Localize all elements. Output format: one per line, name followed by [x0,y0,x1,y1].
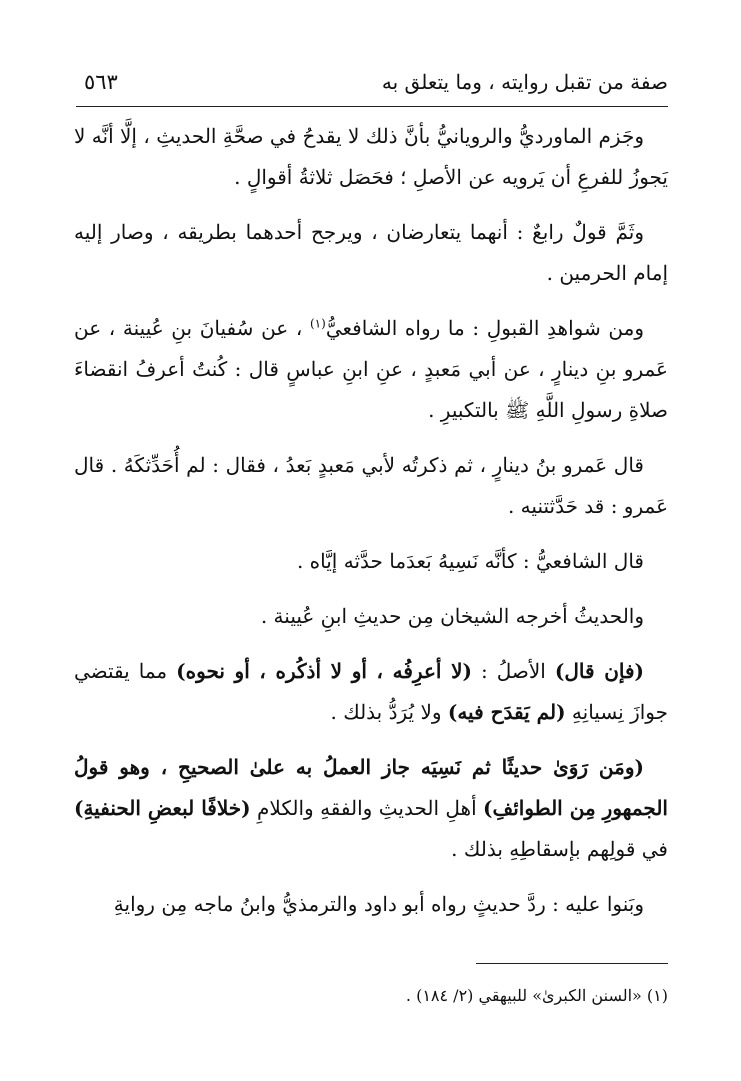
text-segment: قال عَمرو بنُ دينارٍ ، ثم ذكرتُه لأبي مَعبدٍ بَعدُ ، فقال : لم أُحَدِّثكَهُ . قال عَمرو : قد حَدَّثتنيه . [74,453,668,518]
main-text [74,116,668,939]
bold-text: (ومَن رَوَىٰ حديثًا ثم نَسِيَه جاز العملُ به علىٰ الصحيحِ ، وهو قولُ الجمهورِ مِن الطوائفِ) [74,755,668,820]
text-segment: وثَمَّ قولٌ رابعٌ : أنهما يتعارضان ، ويرجح أحدهما بطريقه ، وصار إليه إمام الحرمين . [74,220,668,285]
footnote-rule [476,963,668,964]
text-segment: مما يقتضي جوازَ نِسيانِهِ [74,659,668,724]
paragraph [74,651,668,733]
bold-text: (فإن قال) [554,659,644,683]
running-title: صفة من تقبل روايته ، وما يتعلق به [381,70,668,94]
paragraph [74,541,668,582]
text-segment: ولا يُرَدُّ بذلك . [330,700,448,724]
page-header [76,62,668,102]
paragraph [74,308,668,431]
text-segment: وجَزم الماورديُّ والرويانيُّ بأنَّ ذلك لا يقدحُ في صحَّةِ الحديثِ ، إلَّا أنَّه لا يَجوزُ للفرعِ أن يَرويه عن الأصلِ ؛ فحَصَل ثلاثةُ أقوالٍ . [74,124,668,189]
text-segment: الأصلُ : [471,659,555,683]
paragraph [74,596,668,637]
paragraph [74,884,668,925]
paragraph [74,116,668,198]
paragraph [74,445,668,527]
bold-text: (خلافًا لبعضِ الحنفيةِ) [74,796,251,820]
text-segment: ، عن سُفيانَ بنِ عُيينة ، عن عَمرو بنِ دينارٍ ، عن أبي مَعبدٍ ، عنِ ابنِ عباسٍ قال : كُنتُ أعرفُ انقضاءَ صلاةِ رسولِ اللَّهِ ﷺ بالتكبيرِ . [74,316,668,422]
text-segment: في قولِهم بإسقاطِهِ بذلك . [451,837,668,861]
header-rule [76,106,668,107]
bold-text: (لا أعرِفُه ، أو لا أذكُره ، أو نحوه) [176,659,472,683]
footnote-marker: (١) [309,316,326,331]
text-segment: أهلِ الحديثِ والفقهِ والكلامِ [250,796,484,820]
page-number: ٥٦٣ [84,70,118,94]
paragraph [74,212,668,294]
paragraph [74,747,668,870]
text-segment: والحديثُ أخرجه الشيخان مِن حديثِ ابنِ عُيينة . [260,604,644,628]
text-segment: قال الشافعيُّ : كأنَّه نَسِيهُ بَعدَما حدَّثه إيَّاه . [296,549,644,573]
bold-text: (لم يَقدَح فيه) [447,700,566,724]
footnote: (١) «السنن الكبرىٰ» للبيهقي (٢/ ١٨٤) . [405,986,668,1005]
text-segment: وبَنوا عليه : ردَّ حديثٍ رواه أبو داود والترمذيُّ وابنُ ماجه مِن روايةِ [113,892,644,916]
text-segment: ومن شواهدِ القبولِ : ما رواه الشافعيُّ [325,316,644,340]
